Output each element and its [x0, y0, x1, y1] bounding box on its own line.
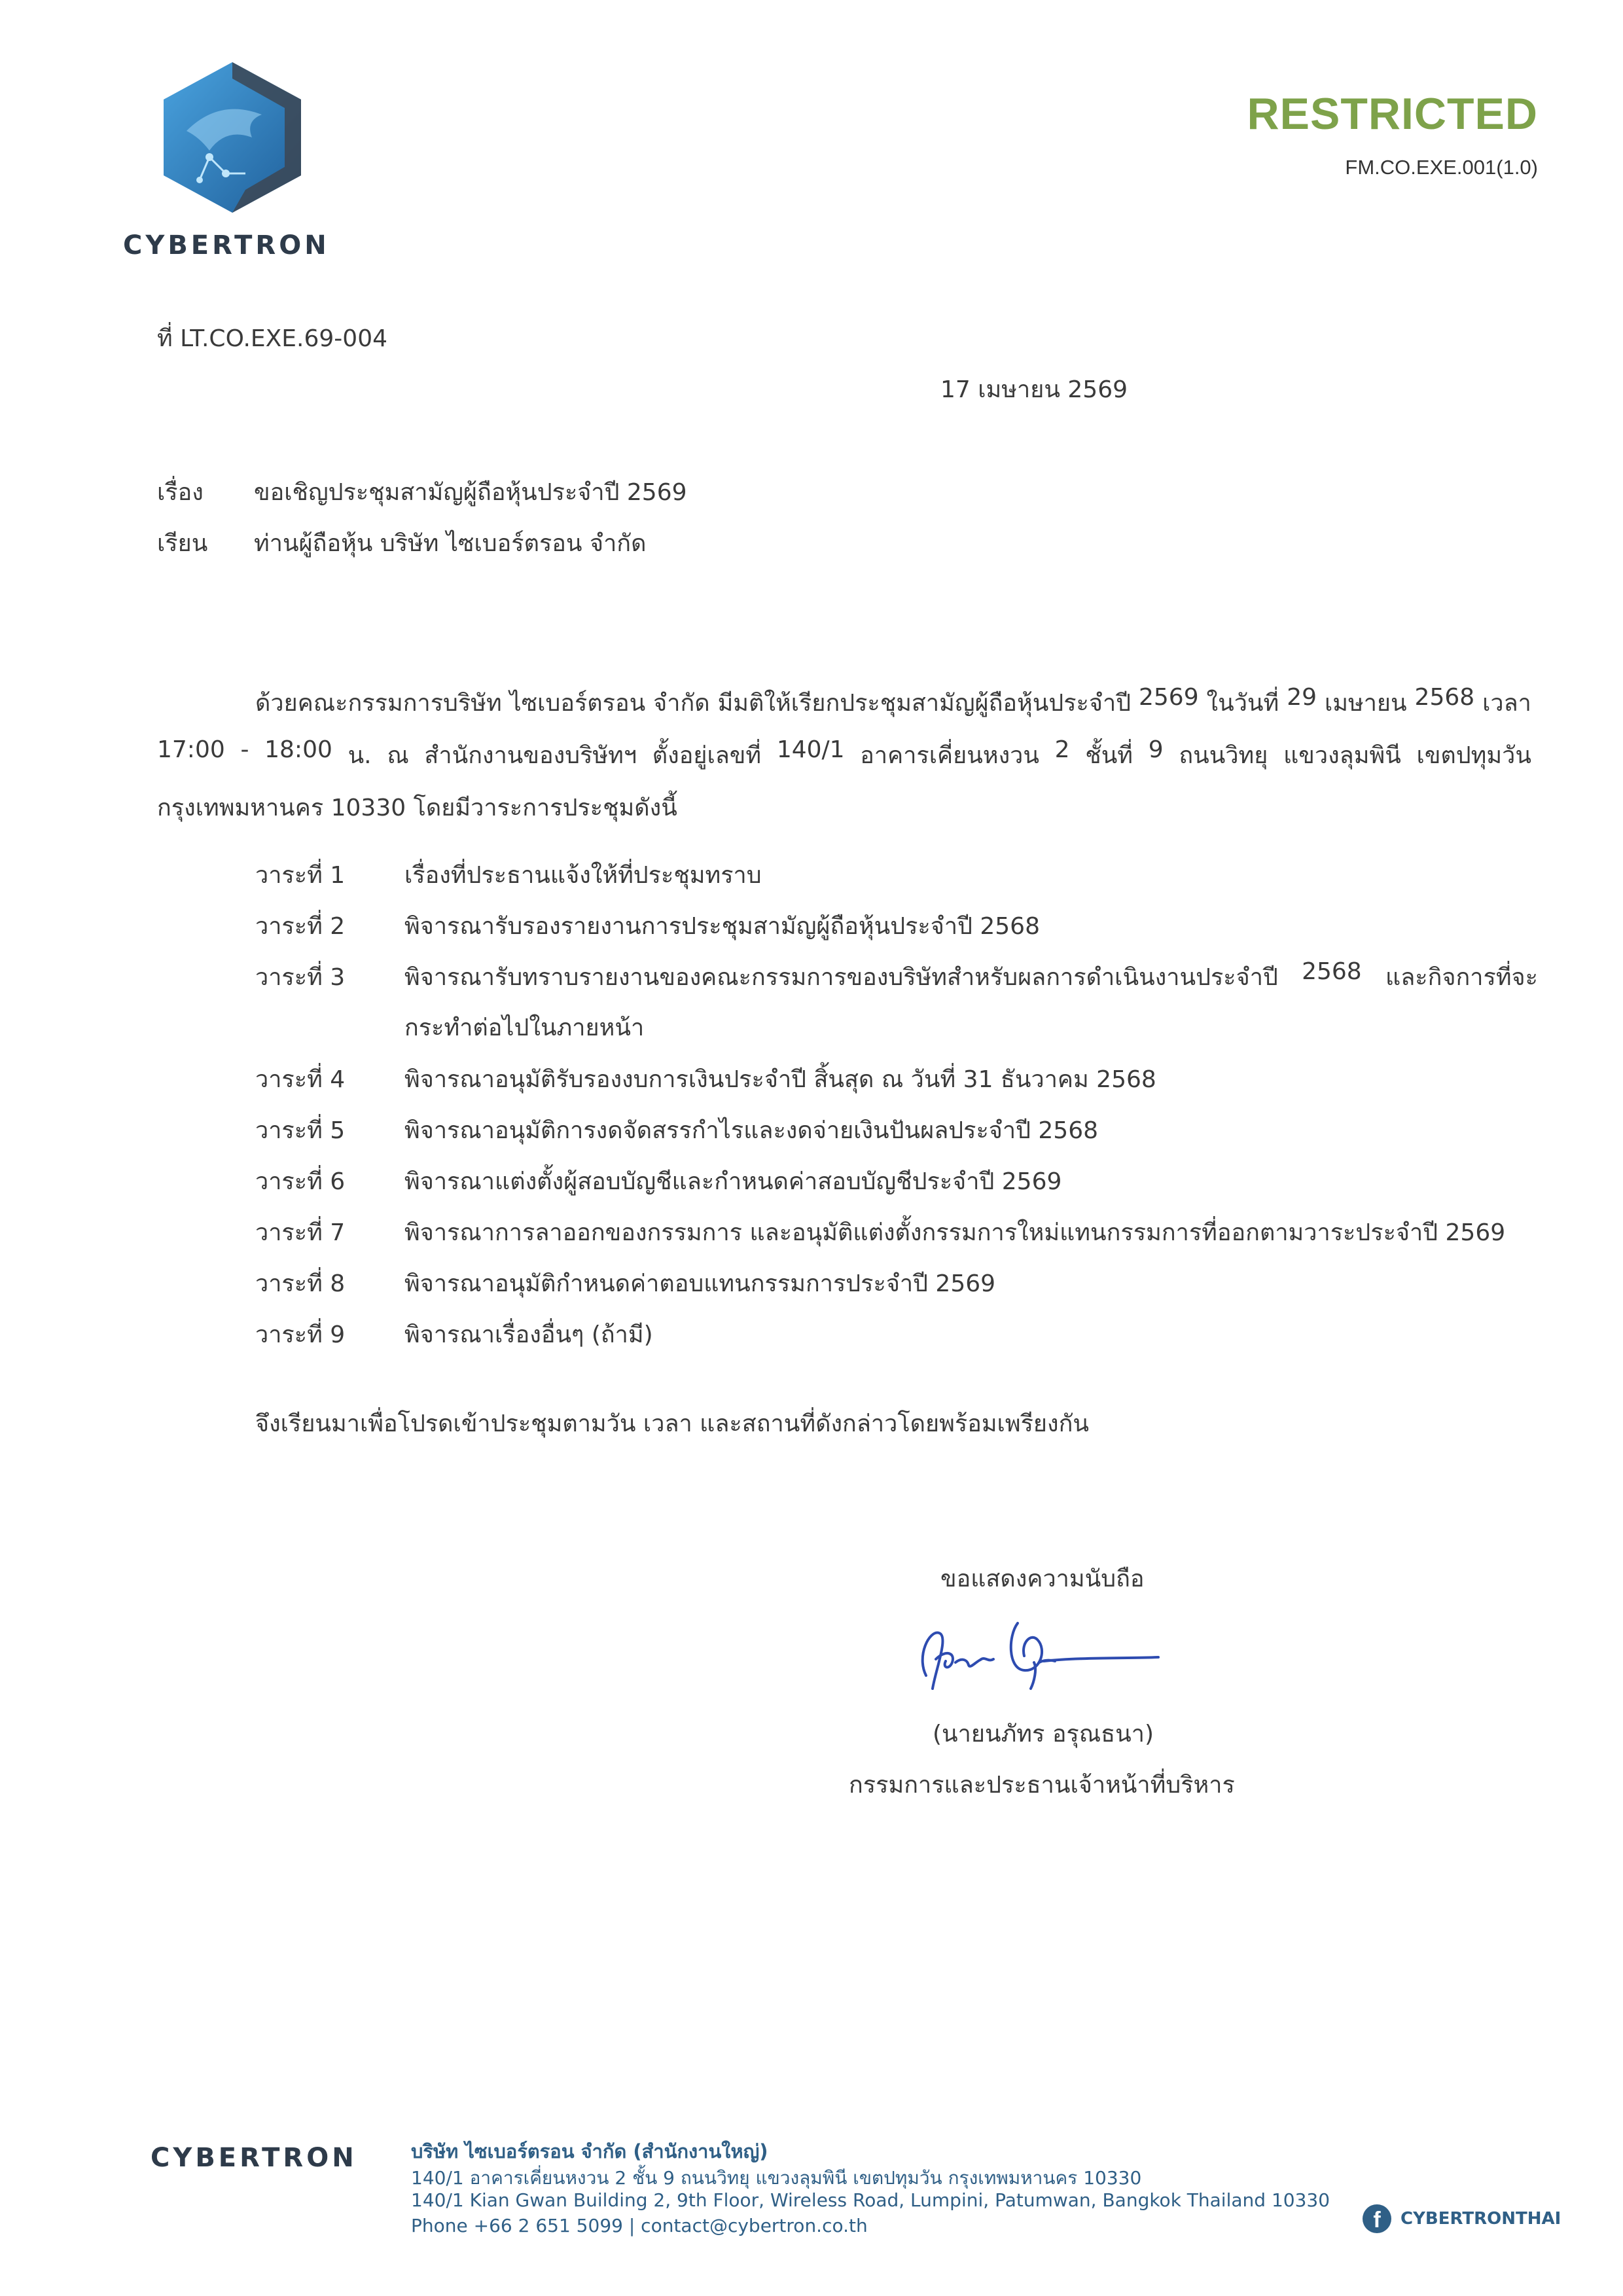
footer-contact: Phone +66 2 651 5099 | contact@cybertron.co.th	[411, 2215, 868, 2236]
agenda-text: พิจารณาอนุมัติการงดจัดสรรกำไรและงดจ่ายเงินปันผลประจำปี 2568	[404, 1117, 1099, 1144]
logo-wordmark: CYBERTRON	[123, 230, 330, 260]
agenda-text-continued: กระทำต่อไปในภายหน้า	[404, 1014, 645, 1041]
agenda-text: พิจารณารับรองรายงานการประชุมสามัญผู้ถือหุ้นประจำปี 2568	[404, 913, 1040, 940]
agenda-number: วาระที่ 8	[255, 1270, 346, 1297]
agenda-text: พิจารณารับทราบรายงานของคณะกรรมการของบริษัทสำหรับผลการดำเนินงานประจำปี 2568 และกิจการที่จะ	[404, 958, 1538, 991]
intro-line-1: ด้วยคณะกรรมการบริษัท ไซเบอร์ตรอน จำกัด มีมติให้เรียกประชุมสามัญผู้ถือหุ้นประจำปี 2569 ในวันที่ 29 เมษายน 2568 เวลา	[255, 684, 1531, 717]
agenda-number: วาระที่ 7	[255, 1219, 346, 1246]
recipient-text: ท่านผู้ถือหุ้น บริษัท ไซเบอร์ตรอน จำกัด	[254, 530, 647, 557]
footer-social-handle: CYBERTRONTHAI	[1400, 2209, 1561, 2229]
agenda-text: เรื่องที่ประธานแจ้งให้ที่ประชุมทราบ	[404, 862, 762, 889]
letter-date: 17 เมษายน 2569	[940, 376, 1128, 403]
intro-line-2: 17:00 - 18:00 น. ณ สำนักงานของบริษัทฯ ตั้งอยู่เลขที่ 140/1 อาคารเคี่ยนหงวน 2 ชั้นที่ 9 ถนนวิทยุ แขวงลุมพินี เขตปทุมวัน	[157, 736, 1531, 769]
intro-paragraph	[157, 684, 1531, 841]
signature-image	[910, 1597, 1171, 1708]
letter-reference: ที่ LT.CO.EXE.69-004	[157, 325, 388, 352]
agenda-text: พิจารณาอนุมัติรับรองงบการเงินประจำปี สิ้นสุด ณ วันที่ 31 ธันวาคม 2568	[404, 1066, 1156, 1093]
agenda-text: พิจารณาเรื่องอื่นๆ (ถ้ามี)	[404, 1321, 653, 1348]
agenda-number: วาระที่ 5	[255, 1117, 346, 1144]
agenda-text: พิจารณาแต่งตั้งผู้สอบบัญชีและกำหนดค่าสอบบัญชีประจำปี 2569	[404, 1168, 1062, 1195]
company-logo-icon	[147, 59, 317, 216]
agenda-text: พิจารณาอนุมัติกำหนดค่าตอบแทนกรรมการประจำปี 2569	[404, 1270, 996, 1297]
agenda-number: วาระที่ 1	[255, 862, 346, 889]
footer-address-thai: 140/1 อาคารเคี่ยนหงวน 2 ชั้น 9 ถนนวิทยุ แขวงลุมพินี เขตปทุมวัน กรุงเทพมหานคร 10330	[411, 2167, 1142, 2189]
subject-label: เรื่อง	[157, 479, 204, 506]
agenda-number: วาระที่ 9	[255, 1321, 346, 1348]
closing-text: จึงเรียนมาเพื่อโปรดเข้าประชุมตามวัน เวลา และสถานที่ดังกล่าวโดยพร้อมเพรียงกัน	[255, 1410, 1090, 1437]
classification-label: RESTRICTED	[1247, 89, 1538, 139]
signer-name: (นายนภัทร อรุณธนา)	[933, 1721, 1154, 1748]
agenda-number: วาระที่ 4	[255, 1066, 346, 1093]
footer-address-english: 140/1 Kian Gwan Building 2, 9th Floor, Wireless Road, Lumpini, Patumwan, Bangkok Thailand 10330	[411, 2189, 1330, 2211]
subject-text: ขอเชิญประชุมสามัญผู้ถือหุ้นประจำปี 2569	[254, 479, 687, 506]
facebook-icon: f	[1363, 2204, 1391, 2233]
intro-line-3: กรุงเทพมหานคร 10330 โดยมีวาระการประชุมดังนี้	[157, 795, 677, 821]
signer-title: กรรมการและประธานเจ้าหน้าที่บริหาร	[849, 1772, 1235, 1799]
agenda-number: วาระที่ 6	[255, 1168, 346, 1195]
recipient-label: เรียน	[157, 530, 208, 557]
regards-text: ขอแสดงความนับถือ	[940, 1566, 1145, 1592]
form-code: FM.CO.EXE.001(1.0)	[1345, 156, 1538, 179]
agenda-number: วาระที่ 2	[255, 913, 346, 940]
footer-company-name: บริษัท ไซเบอร์ตรอน จำกัด (สำนักงานใหญ่)	[411, 2140, 768, 2162]
agenda-text: พิจารณาการลาออกของกรรมการ และอนุมัติแต่งตั้งกรรมการใหม่แทนกรรมการที่ออกตามวาระประจำปี 2569	[404, 1219, 1506, 1246]
agenda-number: วาระที่ 3	[255, 964, 346, 991]
footer-logo-wordmark: CYBERTRON	[151, 2143, 357, 2173]
